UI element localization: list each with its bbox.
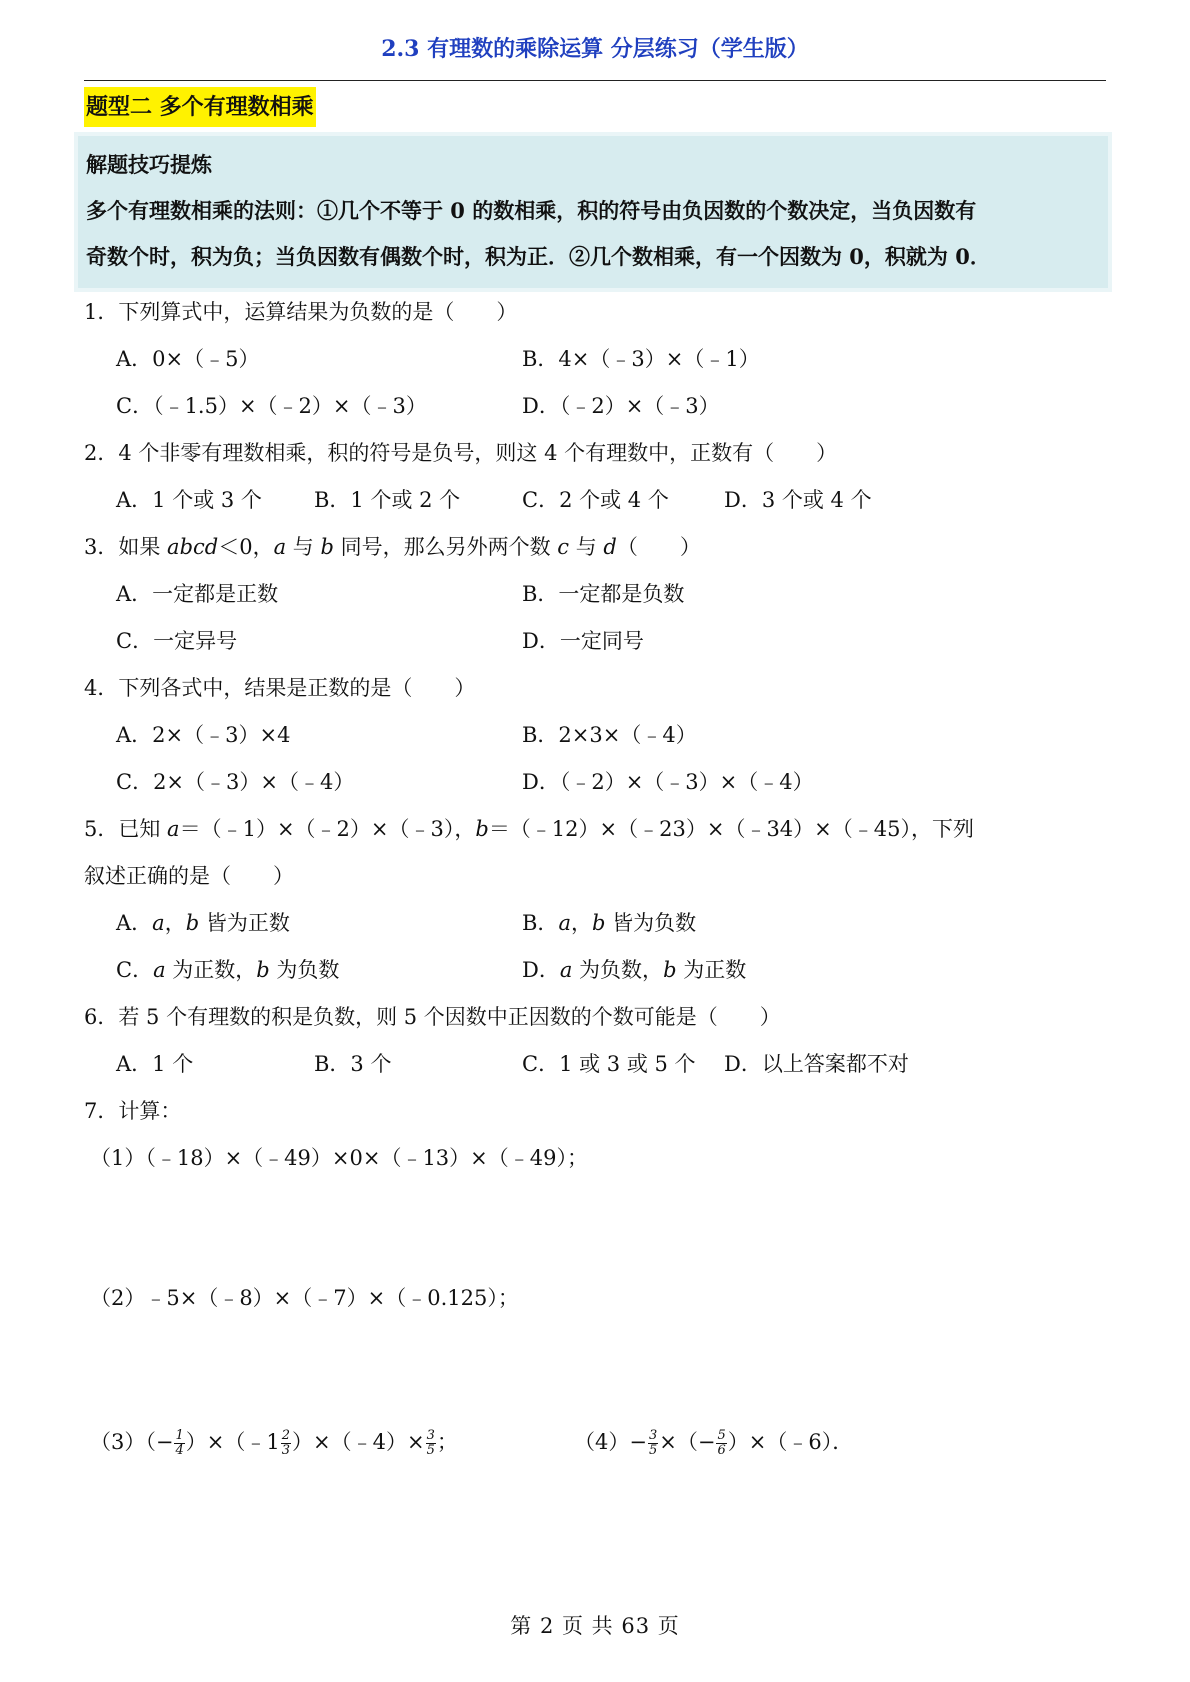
question-6-option-a: A．1 个 [116, 1052, 194, 1076]
fraction: $\frac{5}{6}$ [717, 1428, 726, 1458]
question-7-part-3: （3）（− $\frac{1}{4}$ ）×（﹣1 $\frac{2}{3}$ ）×（﹣4）× $\frac{3}{5}$ ； [90, 1428, 458, 1458]
tips-line-2: 奇数个时，积为负；当负因数有偶数个时，积为正．②几个数相乘，有一个因数为 0，积就为 0． [86, 244, 991, 269]
fraction: $\frac{3}{5}$ [426, 1428, 435, 1458]
question-2-option-d: D．3 个或 4 个 [724, 488, 872, 512]
question-5-option-b: B．a，b 皆为负数 [522, 911, 697, 935]
question-5-option-a: A．a，b 皆为正数 [116, 911, 290, 935]
question-4-option-b: B．2×3×（﹣4） [522, 723, 697, 747]
question-6-option-c: C．1 或 3 或 5 个 [522, 1052, 696, 1076]
section-heading: 题型二 多个有理数相乘 [84, 87, 316, 127]
question-6-stem: 6．若 5 个有理数的积是负数，则 5 个因数中正因数的个数可能是（ ） [84, 1005, 781, 1029]
question-2-option-a: A．1 个或 3 个 [116, 488, 262, 512]
tips-line-1: 多个有理数相乘的法则：①几个不等于 0 的数相乘，积的符号由负因数的个数决定，当负因数有 [86, 198, 977, 223]
question-4-option-c: C．2×（﹣3）×（﹣4） [116, 770, 355, 794]
tips-box [78, 136, 1108, 288]
question-3-stem: 3．如果 abcd＜0，a 与 b 同号，那么另外两个数 c 与 d（ ） [84, 535, 701, 559]
document-title: 2.3 有理数的乘除运算 分层练习（学生版） [381, 36, 809, 62]
question-1-option-c: C．（﹣1.5）×（﹣2）×（﹣3） [116, 394, 427, 418]
header-divider [84, 80, 1106, 81]
question-1-option-b: B．4×（﹣3）×（﹣1） [522, 347, 760, 371]
question-7-part-1: （1）（﹣18）×（﹣49）×0×（﹣13）×（﹣49）； [90, 1146, 588, 1170]
question-4-option-a: A．2×（﹣3）×4 [116, 723, 291, 747]
question-7-stem: 7．计算： [84, 1099, 182, 1123]
question-5-option-c: C．a 为正数，b 为负数 [116, 958, 340, 982]
tips-title: 解题技巧提炼 [86, 152, 212, 177]
question-5-option-d: D．a 为负数，b 为正数 [522, 958, 747, 982]
question-5-stem-line-2: 叙述正确的是（ ） [84, 864, 294, 888]
question-2-stem: 2．4 个非零有理数相乘，积的符号是负号，则这 4 个有理数中，正数有（ ） [84, 441, 838, 465]
question-3-option-c: C．一定异号 [116, 629, 238, 653]
question-3-option-a: A．一定都是正数 [116, 582, 279, 606]
question-7-part-2: （2）﹣5×（﹣8）×（﹣7）×（﹣0.125）； [90, 1286, 519, 1310]
question-4-option-d: D．（﹣2）×（﹣3）×（﹣4） [522, 770, 814, 794]
question-1-stem: 1．下列算式中，运算结果为负数的是（ ） [84, 300, 518, 324]
question-7-part-4: （4）− $\frac{3}{5}$ ×（− $\frac{5}{6}$ ）×（﹣6）． [574, 1428, 854, 1458]
question-5-stem: 5．已知 a＝（﹣1）×（﹣2）×（﹣3），b＝（﹣12）×（﹣23）×（﹣34）×（﹣45），下列 [84, 817, 974, 841]
question-2-option-c: C．2 个或 4 个 [522, 488, 669, 512]
question-2-option-b: B．1 个或 2 个 [314, 488, 461, 512]
page-footer: 第 2 页 共 63 页 [510, 1614, 680, 1638]
fraction: $\frac{3}{5}$ [648, 1428, 658, 1458]
question-4-stem: 4．下列各式中，结果是正数的是（ ） [84, 676, 476, 700]
question-6-option-d: D．以上答案都不对 [724, 1052, 909, 1076]
question-1-option-a: A．0×（﹣5） [116, 347, 260, 371]
fraction: $\frac{1}{4}$ [175, 1428, 184, 1458]
question-3-option-d: D．一定同号 [522, 629, 644, 653]
question-3-option-b: B．一定都是负数 [522, 582, 685, 606]
question-6-option-b: B．3 个 [314, 1052, 392, 1076]
fraction: $\frac{2}{3}$ [281, 1428, 290, 1458]
question-1-option-d: D．（﹣2）×（﹣3） [522, 394, 720, 418]
